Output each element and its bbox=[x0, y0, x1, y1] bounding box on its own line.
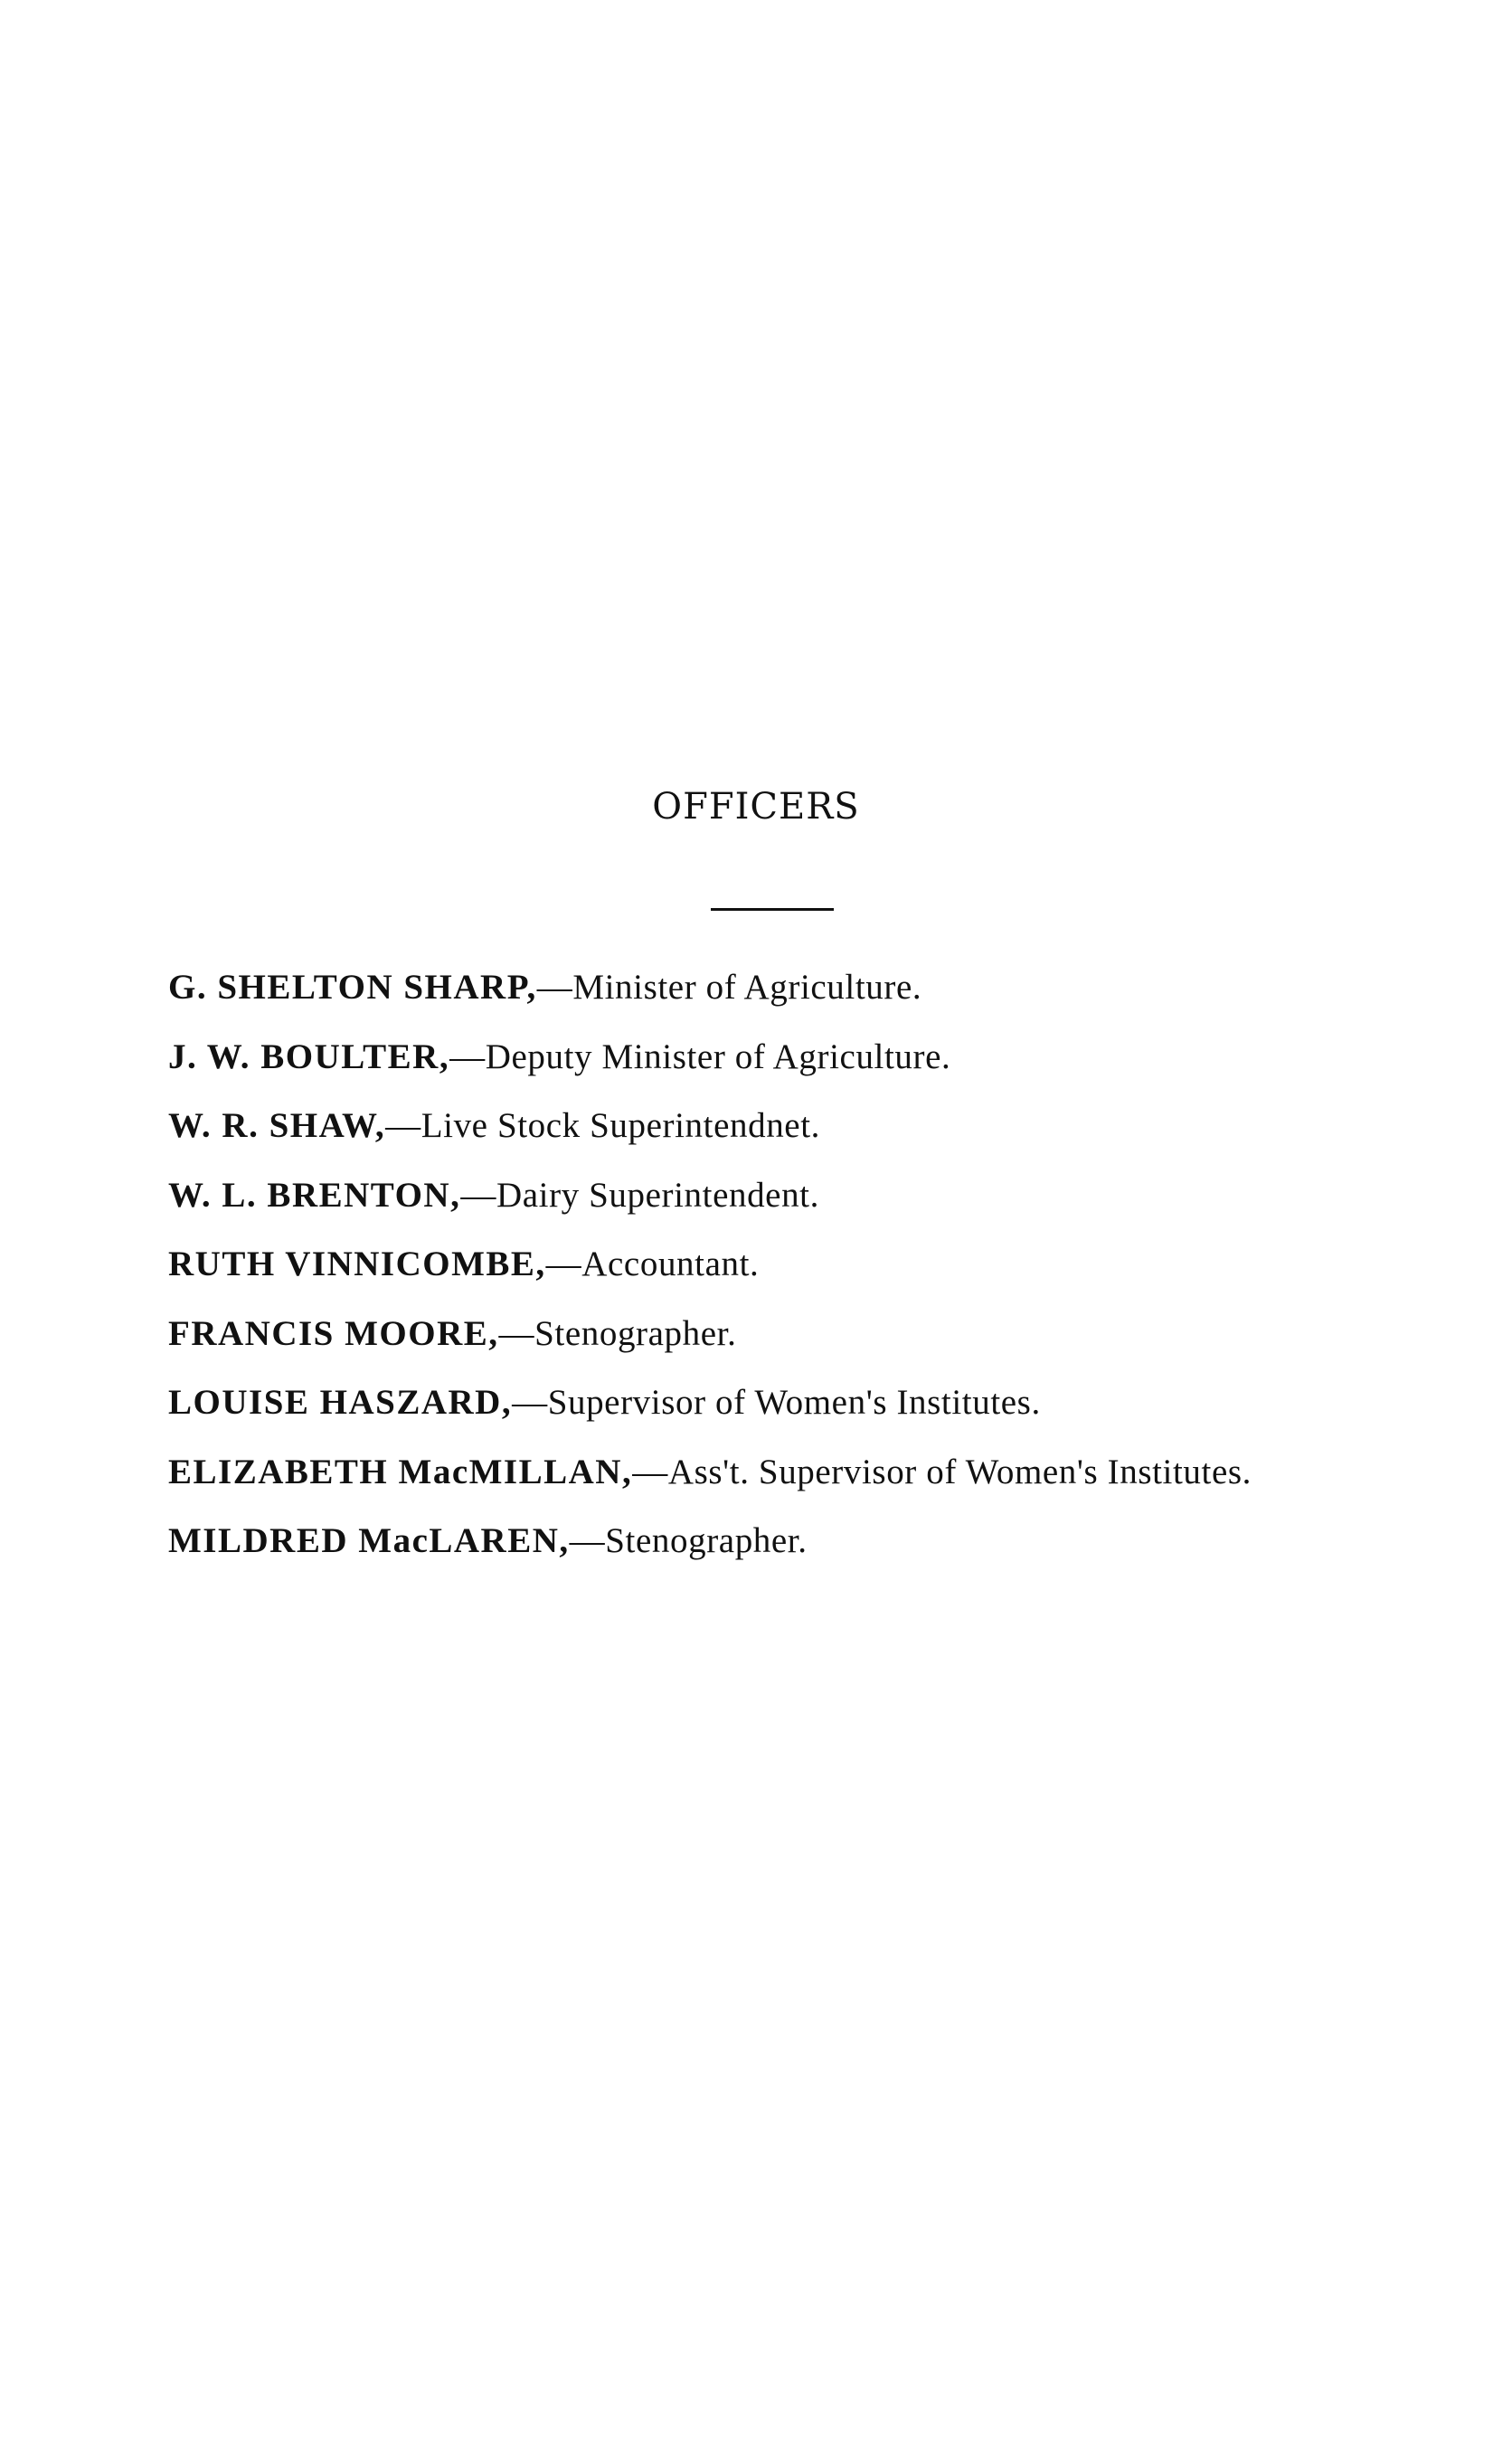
officer-name: ELIZABETH MacMILLAN, bbox=[168, 1452, 633, 1491]
officer-entry bbox=[168, 953, 1488, 1023]
officer-entry bbox=[168, 1023, 1488, 1093]
page-heading: OFFICERS bbox=[652, 786, 860, 828]
officer-entry bbox=[168, 1507, 1488, 1576]
officer-name: MILDRED MacLAREN, bbox=[168, 1521, 570, 1560]
officer-entry bbox=[168, 1230, 1488, 1300]
officer-entry bbox=[168, 1438, 1488, 1508]
officer-entry bbox=[168, 1368, 1488, 1438]
officer-name: RUTH VINNICOMBE, bbox=[168, 1245, 546, 1283]
officer-title: —Ass't. Supervisor of Women's Institutes. bbox=[632, 1452, 1252, 1491]
officer-name: G. SHELTON SHARP, bbox=[168, 968, 537, 1007]
officer-name: W. L. BRENTON, bbox=[168, 1175, 461, 1215]
officer-title: —Accountant. bbox=[545, 1245, 760, 1283]
officers-list bbox=[168, 953, 1488, 1576]
officer-title: —Dairy Superintendent. bbox=[460, 1175, 819, 1215]
officer-name: J. W. BOULTER, bbox=[168, 1036, 450, 1076]
officer-title: —Live Stock Superintendnet. bbox=[385, 1106, 820, 1145]
heading-rule bbox=[711, 908, 834, 911]
officer-title: —Supervisor of Women's Institutes. bbox=[512, 1383, 1041, 1422]
officer-name: FRANCIS MOORE, bbox=[168, 1313, 499, 1353]
officer-entry bbox=[168, 1161, 1488, 1231]
officer-title: —Stenographer. bbox=[498, 1313, 737, 1353]
officer-title: —Deputy Minister of Agriculture. bbox=[449, 1036, 951, 1076]
officer-title: —Stenographer. bbox=[569, 1521, 808, 1560]
officer-title: —Minister of Agriculture. bbox=[536, 968, 922, 1007]
officer-name: LOUISE HASZARD, bbox=[168, 1383, 513, 1422]
officer-entry bbox=[168, 1092, 1488, 1161]
officer-entry bbox=[168, 1300, 1488, 1369]
officer-name: W. R. SHAW, bbox=[168, 1106, 386, 1145]
